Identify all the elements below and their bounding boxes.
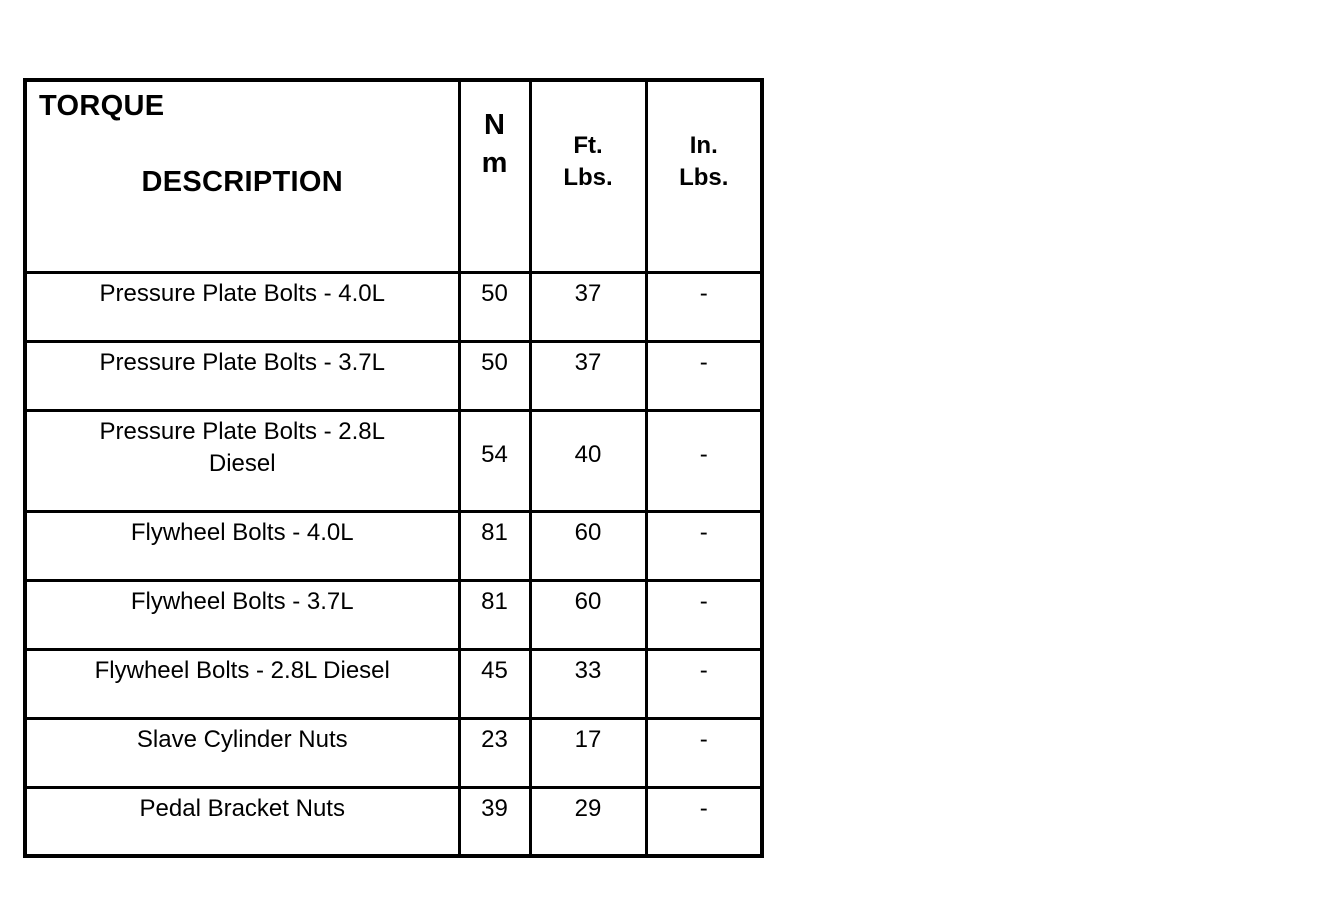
row-ft-lbs-value: 37 [530,272,646,341]
torque-heading: TORQUE [39,90,165,122]
nm-header [459,80,530,272]
description-header [25,80,459,272]
row-description-text: Flywheel Bolts - 4.0L [130,518,354,546]
row-in-lbs-value: - [646,341,762,410]
in-lbs-header-line2: Lbs. [679,164,729,191]
row-description-text-line2: Diesel [208,449,276,477]
row-description-text: Pressure Plate Bolts - 3.7L [99,348,385,376]
row-description [25,649,459,718]
row-description-text: Pressure Plate Bolts - 2.8L [99,417,385,445]
row-description-text: Pressure Plate Bolts - 4.0L [99,279,385,307]
row-ft-lbs-value: 40 [530,410,646,511]
ft-lbs-header-line1: Ft. [573,132,603,159]
row-ft-lbs-value: 33 [530,649,646,718]
nm-header-line1: N [484,109,505,141]
row-nm-value: 39 [459,787,530,856]
torque-spec-table [23,78,764,858]
row-nm-value: 23 [459,718,530,787]
row-in-lbs-value: - [646,272,762,341]
table-row [25,272,762,341]
row-ft-lbs-value: 37 [530,341,646,410]
ft-lbs-header [530,80,646,272]
row-description-text: Pedal Bracket Nuts [139,794,345,822]
row-description [25,787,459,856]
table-row [25,341,762,410]
row-ft-lbs-value: 60 [530,511,646,580]
row-nm-value: 81 [459,511,530,580]
table-row [25,580,762,649]
table-row [25,718,762,787]
row-ft-lbs-value: 29 [530,787,646,856]
row-nm-value: 50 [459,341,530,410]
table-row [25,511,762,580]
description-heading: DESCRIPTION [141,166,343,198]
row-description-text: Flywheel Bolts - 3.7L [130,587,354,615]
row-description [25,272,459,341]
row-in-lbs-value: - [646,511,762,580]
row-nm-value: 45 [459,649,530,718]
row-description [25,410,459,511]
in-lbs-header [646,80,762,272]
row-nm-value: 54 [459,410,530,511]
row-description-text: Slave Cylinder Nuts [136,725,348,753]
row-in-lbs-value: - [646,410,762,511]
row-nm-value: 50 [459,272,530,341]
row-description [25,511,459,580]
row-in-lbs-value: - [646,718,762,787]
row-description-text: Flywheel Bolts - 2.8L Diesel [94,656,390,684]
ft-lbs-header-line2: Lbs. [563,164,613,191]
table-row [25,410,762,511]
row-nm-value: 81 [459,580,530,649]
row-in-lbs-value: - [646,649,762,718]
table-header-row [25,80,762,272]
row-in-lbs-value: - [646,787,762,856]
nm-header-line2: m [481,147,508,179]
row-ft-lbs-value: 60 [530,580,646,649]
in-lbs-header-line1: In. [689,132,718,159]
row-description [25,718,459,787]
table-row [25,649,762,718]
row-ft-lbs-value: 17 [530,718,646,787]
row-in-lbs-value: - [646,580,762,649]
row-description [25,580,459,649]
table-row [25,787,762,856]
row-description [25,341,459,410]
